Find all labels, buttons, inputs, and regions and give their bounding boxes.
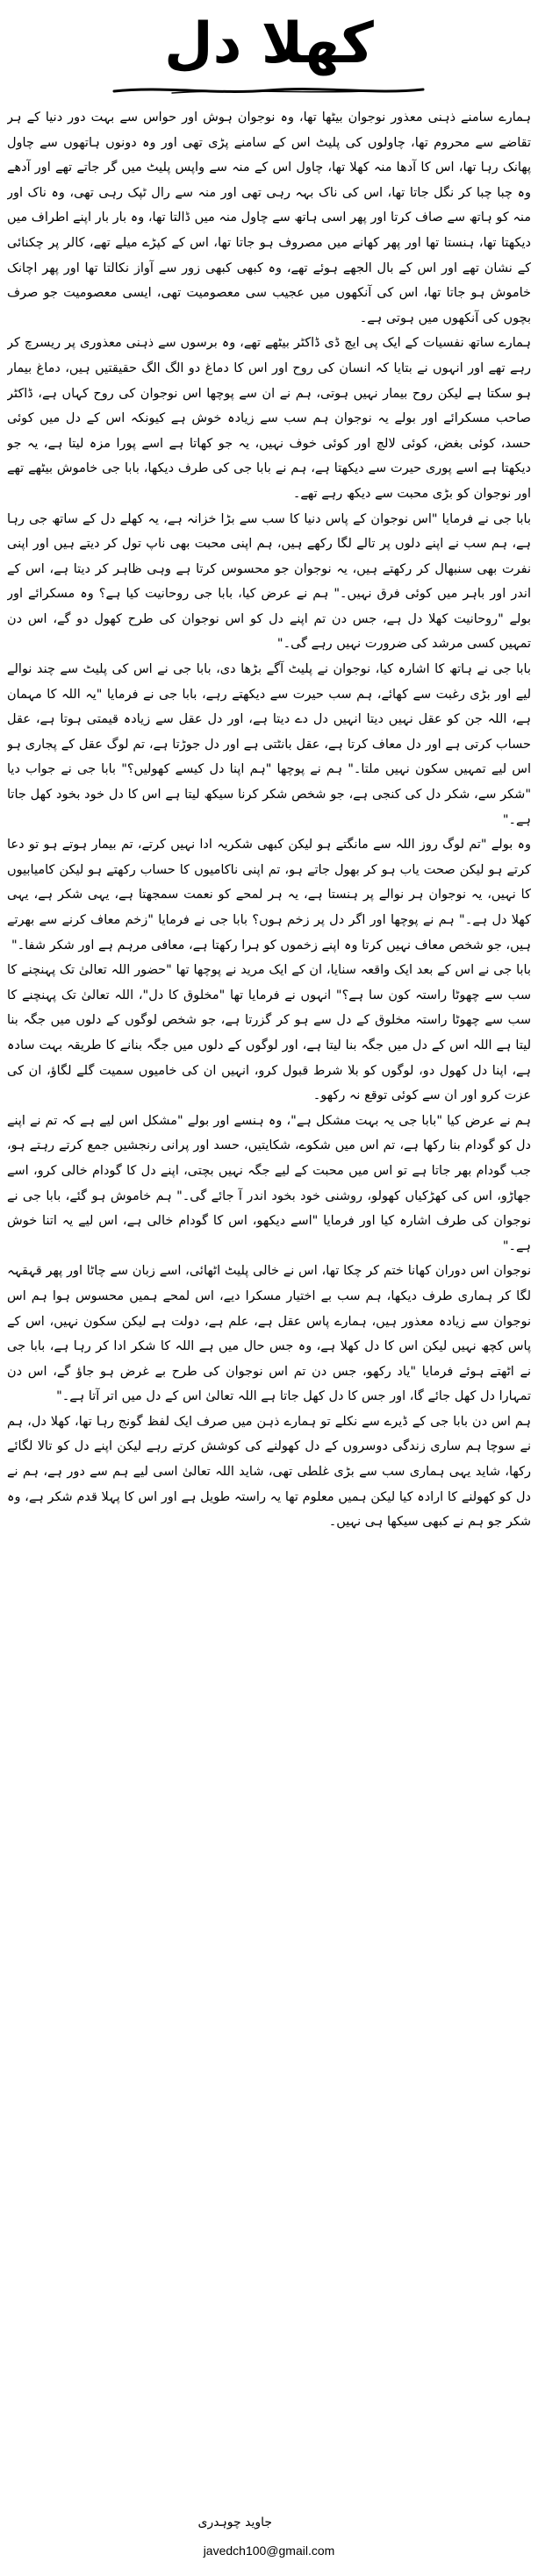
paragraph: نوجوان اس دوران کھانا ختم کر چکا تھا، اس نے خالی پلیٹ اٹھائی، اسے زبان سے چاٹا اور پھر قہقہہ لگا کر ہماری طرف دیکھا، ہم سب بے اختیار مسکرا دیے، اس لمحے ہمیں محسوس ہوا ہم اس نوجوان سے زیادہ معذور ہیں، ہمارے پاس عقل ہے، علم ہے، دولت ہے لیکن سکون نہیں، اس کے پاس کچھ نہیں لیکن اس کا دل کھلا ہے، وہ جس حال میں ہے اللہ کا شکر ادا کر رہا ہے، بابا جی نے اٹھتے ہوئے فرمایا "یاد رکھو، جس دن تم اس نوجوان کی طرح بے غرض ہو جاؤ گے، اس دن تمہارا دل کھل جائے گا، اور جس کا دل کھل جاتا ہے اللہ تعالیٰ اس کے دل میں اتر آتا ہے۔": [7, 1264, 531, 1404]
paragraph: بابا جی نے ہاتھ کا اشارہ کیا، نوجوان نے پلیٹ آگے بڑھا دی، بابا جی نے اس کی پلیٹ سے چند نوالے لیے اور بڑی رغبت سے کھائے، ہم سب حیرت سے دیکھتے رہے، بابا جی نے فرمایا "یہ اللہ کا مہمان ہے، اللہ جن کو عقل نہیں دیتا انہیں دل دے دیتا ہے، اور دل عقل سے زیادہ قیمتی ہوتا ہے، عقل حساب کرتی ہے اور دل معاف کرتا ہے، عقل بانٹتی ہے اور دل جوڑتا ہے، تم لوگ عقل کے پجاری ہو اس لیے تمہیں سکون نہیں ملتا۔" ہم نے پوچھا "ہم اپنا دل کیسے کھولیں؟" بابا جی نے جواب دیا "شکر سے، شکر دل کی کنجی ہے، جو شخص شکر کرنا سیکھ لیتا ہے اس کا دل خود بخود کھل جاتا ہے۔": [7, 662, 531, 827]
article-body: [7, 105, 531, 2504]
paragraph: وہ بولے "تم لوگ روز اللہ سے مانگتے ہو لیکن کبھی شکریہ ادا نہیں کرتے، تم بیمار ہوتے ہو تو دعا کرتے ہو لیکن صحت یاب ہو کر بھول جاتے ہو، تم اپنی ناکامیوں کا حساب رکھتے ہو لیکن کامیابیوں کا نہیں، یہ نوجوان ہر نوالے پر ہنستا ہے، یہ ہر لمحے کو نعمت سمجھتا ہے، یہی شکر ہے، یہی کھلا دل ہے۔" ہم نے پوچھا اور اگر دل پر زخم ہوں؟ بابا جی نے فرمایا "زخم معاف کرنے سے بھرتے ہیں، جو شخص معاف نہیں کرتا وہ اپنے زخموں کو ہرا رکھتا ہے، معافی مرہم ہے اور شکر شفا۔": [7, 838, 531, 953]
author-email[interactable]: javedch100@gmail.com: [203, 2544, 335, 2558]
paragraph: ہمارے سامنے ذہنی معذور نوجوان بیٹھا تھا، وہ نوجوان ہوش اور حواس سے بہت دور دنیا کے ہر تقاضے سے محروم تھا، چاولوں کی پلیٹ اس کے سامنے پڑی تھی اور وہ دونوں ہاتھوں سے چاول پھانک رہا تھا، اس کا آدھا منہ کھلا تھا، چاول اس کے منہ سے واپس پلیٹ میں گر جاتے تھے اور آدھے وہ چبا چبا کر نگل جاتا تھا، اس کی ناک بہہ رہی تھی اور منہ سے رال ٹپک رہی تھی، وہ ناک اور منہ کو ہاتھ سے صاف کرتا اور پھر اسی ہاتھ سے چاول منہ میں ڈالتا تھا، وہ بار بار اپنے اطراف میں دیکھتا تھا، ہنستا تھا اور پھر کھانے میں مصروف ہو جاتا تھا، اس کے کپڑے میلے تھے، کالر پر چکنائی کے نشان تھے اور اس کے بال الجھے ہوئے تھے، وہ کبھی کبھی زور سے آواز نکالتا تھا اور پھر اچانک خاموش ہو جاتا تھا، اس کی آنکھوں میں عجیب سی معصومیت تھی، ایسی معصومیت جو صرف بچوں کی آنکھوں میں ہوتی ہے۔: [7, 111, 531, 325]
title-underline-ornament: [111, 83, 427, 97]
signature-block: [0, 2508, 538, 2570]
paragraph: بابا جی نے اس کے بعد ایک واقعہ سنایا، ان کے ایک مرید نے پوچھا تھا "حضور اللہ تعالیٰ تک پہنچنے کا سب سے چھوٹا راستہ کون سا ہے؟" انہوں نے فرمایا تھا "مخلوق کا دل"، اللہ تعالیٰ تک پہنچنے کا سب سے چھوٹا راستہ مخلوق کے دل سے ہو کر گزرتا ہے، جو شخص لوگوں کے دلوں میں جگہ بنا لیتا ہے اللہ اس کے دل میں جگہ بنا لیتا ہے، اور لوگوں کے دلوں میں جگہ بنانے کا طریقہ بہت سادہ ہے، اپنا دل کھول دو، لوگوں کو بلا شرط قبول کرو، انہیں ان کی خامیوں سمیت گلے لگاؤ، ان کی عزت کرو اور ان سے کوئی توقع نہ رکھو۔: [7, 963, 531, 1103]
author-name: جاوید چوہدری: [197, 2515, 273, 2530]
paragraph: ہمارے ساتھ نفسیات کے ایک پی ایچ ڈی ڈاکٹر بیٹھے تھے، وہ برسوں سے ذہنی معذوری پر ریسرچ کر رہے تھے اور انہوں نے بتایا کہ انسان کی روح اور اس کا دماغ دو الگ الگ حقیقتیں ہیں، دماغ بیمار ہو سکتا ہے لیکن روح بیمار نہیں ہوتی، ہم نے ان سے پوچھا اس نوجوان کی روح کہاں ہے، ڈاکٹر صاحب مسکرائے اور بولے یہ نوجوان ہم سب سے زیادہ خوش ہے کیونکہ اس کے دل میں کوئی حسد، کوئی بغض، کوئی لالچ اور کوئی خوف نہیں، یہ جو کھاتا ہے اسے پورا مزہ لیتا ہے، یہ جو دیکھتا ہے اسے پوری حیرت سے دیکھتا ہے، ہم نے بابا جی کی طرف دیکھا، بابا جی خاموش بیٹھے تھے اور نوجوان کو بڑی محبت سے دیکھ رہے تھے۔: [7, 336, 531, 501]
paragraph: ہم اس دن بابا جی کے ڈیرے سے نکلے تو ہمارے ذہن میں صرف ایک لفظ گونج رہا تھا، کھلا دل، ہم نے سوچا ہم ساری زندگی دوسروں کے دل کھولنے کی کوشش کرتے رہے لیکن اپنے دل کو تالا لگائے رکھا، شاید یہی ہماری سب سے بڑی غلطی تھی، شاید اللہ تعالیٰ اسی لیے ہم سے دور ہے، ہم نے دل کو کھولنے کا ارادہ کیا لیکن ہمیں معلوم تھا یہ راستہ طویل ہے اور اس کا پہلا قدم شکر ہے، وہ شکر جو ہم نے کبھی سیکھا ہی نہیں۔: [7, 1414, 531, 1530]
paragraph: بابا جی نے فرمایا "اس نوجوان کے پاس دنیا کا سب سے بڑا خزانہ ہے، یہ کھلے دل کے ساتھ جی رہا ہے، ہم سب نے اپنے دلوں پر تالے لگا رکھے ہیں، ہم اپنی محبت بھی ناپ تول کر دیتے ہیں اور اپنی نفرت بھی سنبھال کر رکھتے ہیں، یہ نوجوان جو محسوس کرتا ہے وہی ظاہر کر دیتا ہے، اس کے اندر اور باہر میں کوئی فرق نہیں۔" ہم نے عرض کیا، بابا جی روحانیت کیا ہے؟ وہ مسکرائے اور بولے "روحانیت کھلا دل ہے، جس دن تم اپنے دل کو اس نوجوان کی طرح کھول دو گے، اس دن تمہیں کسی مرشد کی ضرورت نہیں رہے گی۔": [7, 511, 531, 652]
article-title: کھلا دل: [164, 11, 374, 76]
underline-swash: [111, 83, 427, 97]
paragraph: ہم نے عرض کیا "بابا جی یہ بہت مشکل ہے"، وہ ہنسے اور بولے "مشکل اس لیے ہے کہ تم نے اپنے دل کو گودام بنا رکھا ہے، تم اس میں شکوے، شکایتیں، حسد اور پرانی رنجشیں جمع کرتے رہتے ہو، جب گودام بھر جاتا ہے تو اس میں محبت کے لیے جگہ نہیں بچتی، اپنے دل کا گودام خالی کرو، اسے جھاڑو، اس کی کھڑکیاں کھولو، روشنی خود بخود اندر آ جائے گی۔" ہم خاموش ہو گئے، بابا جی نے نوجوان کی طرف اشارہ کیا اور فرمایا "اسے دیکھو، اس کا گودام خالی ہے، اس لیے یہ اتنا خوش ہے۔": [7, 1113, 531, 1253]
